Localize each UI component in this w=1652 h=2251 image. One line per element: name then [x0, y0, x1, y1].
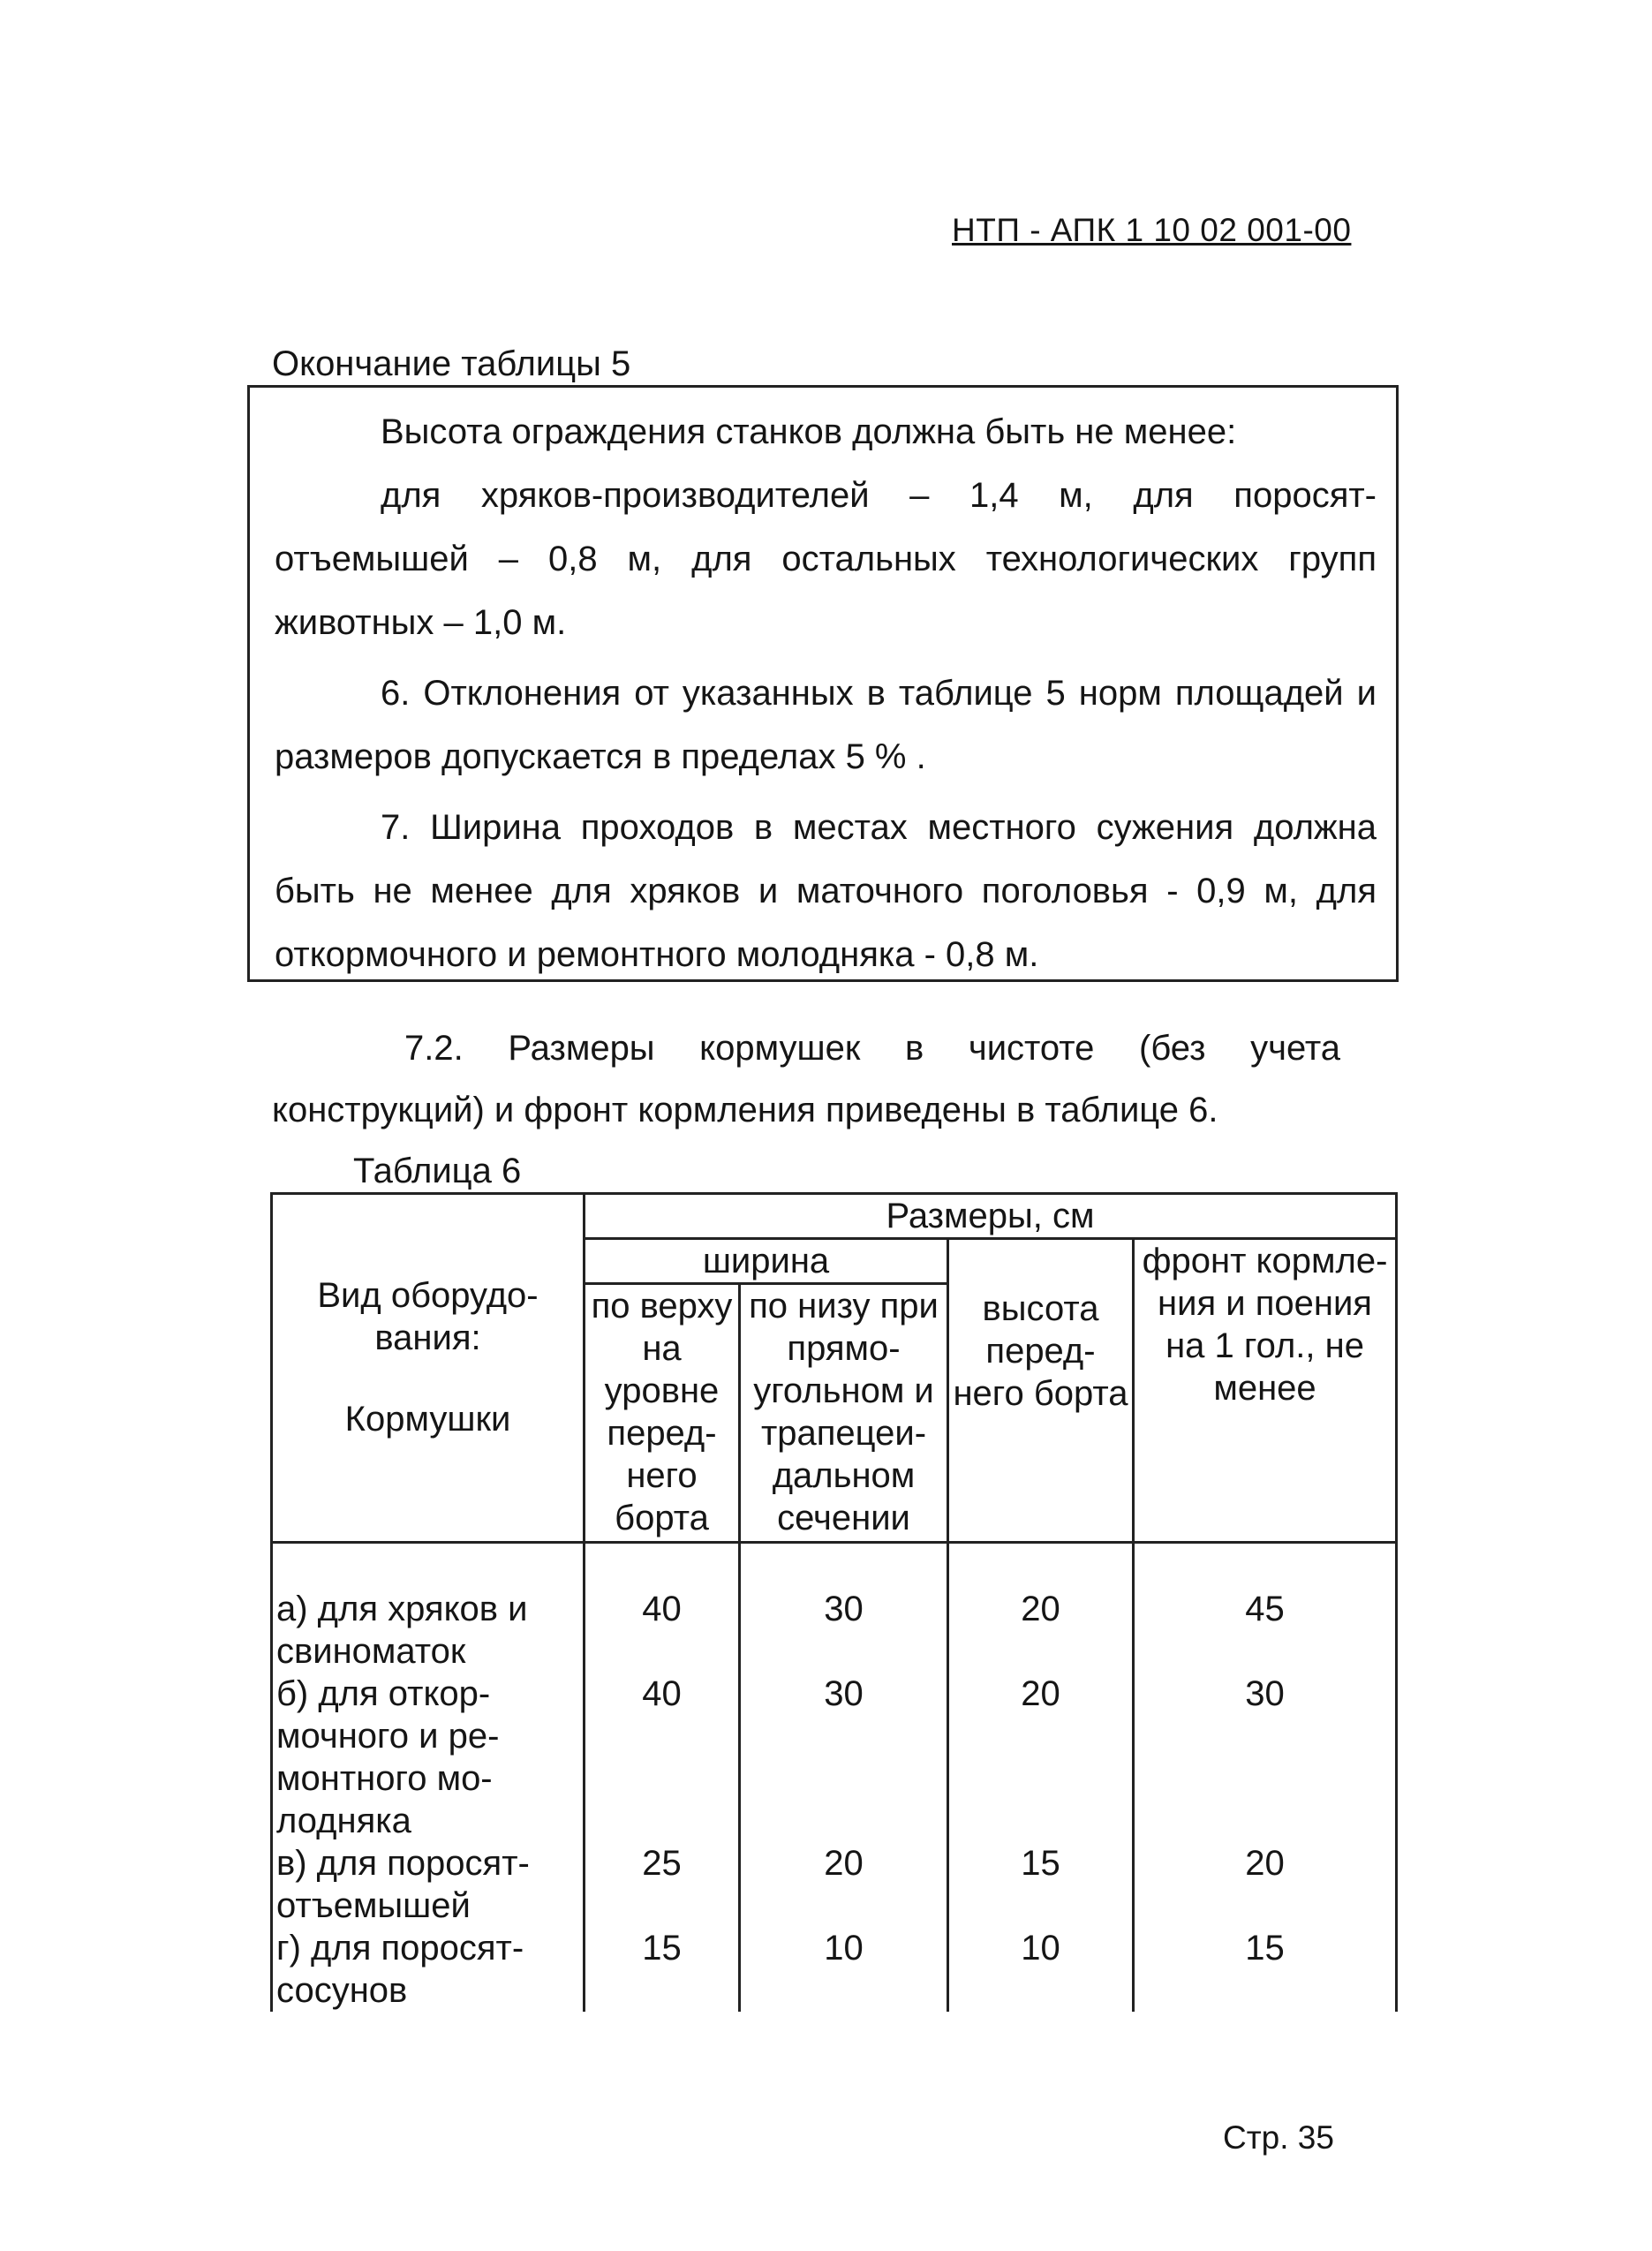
fence-height-intro: Высота ограждения станков должна быть не менее:	[381, 412, 1237, 451]
row-height: 15	[948, 1842, 1134, 1927]
row-height: 10	[948, 1927, 1134, 2012]
document-code: НТП - АПК 1 10 02 001-00	[952, 212, 1352, 248]
header-height: высота перед-него борта	[948, 1239, 1134, 1543]
fence-height-values: для хряков-производителей – 1,4 м, для поросят-отъемышей – 0,8 м, для остальных технологических групп животных – 1,0 м.	[275, 476, 1377, 642]
header-bottom-width: по низу при прямо-угольном и трапецеи-дальном сечении	[740, 1284, 948, 1543]
row-height: 20	[948, 1673, 1134, 1842]
row-bottom: 30	[740, 1543, 948, 1673]
row-bottom: 10	[740, 1927, 948, 2012]
row-top: 40	[585, 1673, 740, 1842]
row-name: в) для поросят-отъемышей	[272, 1842, 585, 1927]
table-row	[272, 1673, 1397, 1842]
header-top-width: по верху на уровне перед-него борта	[585, 1284, 740, 1543]
row-name: б) для откор-мочного и ре-монтного мо-лодняка	[272, 1673, 585, 1842]
note-6: 6. Отклонения от указанных в таблице 5 норм площадей и размеров допускается в пределах 5 % .	[275, 674, 1377, 776]
row-top: 15	[585, 1927, 740, 2012]
header-front: фронт кормле-ния и поения на 1 гол., не менее	[1134, 1239, 1397, 1543]
row-name: а) для хряков и свиноматок	[272, 1543, 585, 1673]
section-7-2-paragraph: 7.2. Размеры кормушек в чистоте (без учета конструкций) и фронт кормления приведены в таблице 6.	[272, 1029, 1340, 1129]
header-equipment-cell	[272, 1194, 585, 1543]
row-height: 20	[948, 1543, 1134, 1673]
note-7: 7. Ширина проходов в местах местного сужения должна быть не менее для хряков и маточного поголовья - 0,9 м, для откормочного и ремонтного молодняка - 0,8 м.	[275, 808, 1377, 974]
table-row	[272, 1543, 1397, 1673]
table5-caption: Окончание таблицы 5	[272, 344, 631, 383]
row-front: 20	[1134, 1842, 1397, 1927]
header-equipment: Вид оборудо-вания:	[317, 1276, 539, 1357]
row-top: 40	[585, 1543, 740, 1673]
row-bottom: 30	[740, 1673, 948, 1842]
row-front: 30	[1134, 1673, 1397, 1842]
row-front: 15	[1134, 1927, 1397, 2012]
table6-caption: Таблица 6	[353, 1152, 522, 1190]
header-width: ширина	[585, 1239, 948, 1284]
table-row	[272, 1927, 1397, 2012]
page-number: Стр. 35	[1223, 2119, 1334, 2156]
table5-continuation-box	[247, 385, 1399, 982]
row-name: г) для поросят-сосунов	[272, 1927, 585, 2012]
row-front: 45	[1134, 1543, 1397, 1673]
table-row	[272, 1842, 1397, 1927]
row-top: 25	[585, 1842, 740, 1927]
row-bottom: 20	[740, 1842, 948, 1927]
header-feeders: Кормушки	[344, 1400, 511, 1439]
table6	[270, 1192, 1398, 2012]
header-sizes: Размеры, см	[585, 1194, 1397, 1239]
